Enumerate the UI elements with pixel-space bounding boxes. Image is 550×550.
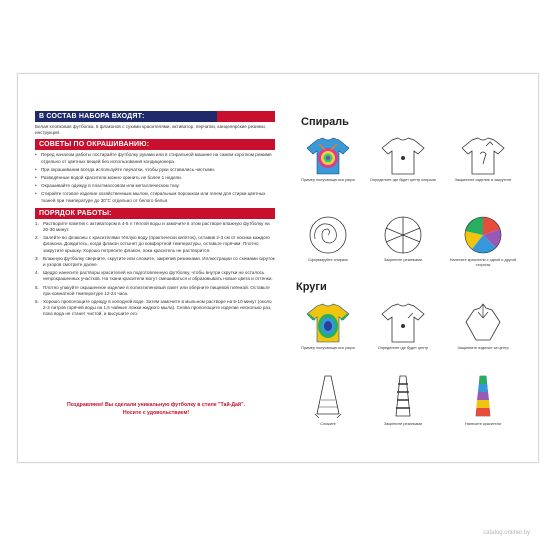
spiral-caption: Закрепите резинками (383, 258, 422, 262)
procedure-header (35, 208, 275, 219)
spiral-step-1 (293, 136, 363, 183)
step-number: 3. (35, 255, 39, 261)
congrats-text: Поздравляем! Вы сделали уникальную футболку в стиле "Тай-Дай". Носите с удовольствием! (66, 402, 246, 416)
spiral-caption: Защипните изделие и закрутите (454, 178, 512, 182)
shirt-lift-icon (460, 302, 506, 344)
spiral-step-4 (293, 214, 363, 263)
spiral-caption: Нанесите красители с одной и другой стороны (449, 258, 517, 267)
tip-item: • При окрашивании всегда используйте перчатки, чтобы руки оставались чистыми. (35, 167, 275, 173)
spiral-caption: Определите где будет центр спирали (370, 178, 436, 182)
procedure-step (35, 270, 275, 282)
step-text: Растворите пакетик с активатором в 4-5 л тёплой воды и замочите в этом растворе влажную футболку на 20-30 минут. (43, 220, 270, 233)
shirt-center-icon (380, 136, 426, 176)
circles-caption: Нанесите красители (465, 422, 501, 426)
procedure-step (35, 221, 275, 233)
tip-item: • Окрашивайте одежду в пластмассовом или металлическом тазу. (35, 183, 275, 189)
composition-text: Белая хлопковая футболка, 5 флаконов с сухими красителями, активатор, перчатки, канцелярские резинки, инструкция. (35, 124, 267, 136)
circles-title: Круги (296, 281, 327, 293)
circles-caption: Определите где будет центр (377, 346, 429, 350)
tie-dye-shirt-circles-icon (305, 302, 351, 344)
spiral-caption: Сформируйте спираль (307, 258, 349, 262)
tie-dye-shirt-spiral-icon (305, 136, 351, 176)
circles-caption: Закрепите резинками (383, 422, 422, 426)
tip-item: • Стирайте готовое изделие хозяйственным мылом, стиральным порошком или гелем для стирки цветных тканей при температуре до 30°С отдельно от белого белья. (35, 191, 275, 203)
spiral-step-6 (448, 214, 518, 267)
circles-step-2 (368, 302, 438, 351)
tips-header (35, 139, 275, 150)
step-text: Влажную футболку сверните, скрутите или сложите, закрепив резинками. Иллюстрации со схемами скруток и узоров смотрите далее. (43, 255, 275, 268)
circles-caption: Защипните изделие за центр (457, 346, 509, 350)
circles-step-3 (448, 302, 518, 351)
shirt-pinch-icon (460, 136, 506, 176)
spiral-step-5 (368, 214, 438, 263)
instructions-column (35, 111, 275, 320)
circles-caption: Сложите (320, 422, 336, 426)
step-number: 5. (35, 284, 39, 290)
spiral-caption: Пример получающегося узора (301, 178, 355, 182)
procedure-step (35, 285, 275, 297)
procedure-step (35, 235, 275, 254)
step-number: 1. (35, 220, 39, 226)
circles-caption: Пример получающегося узора (301, 346, 355, 350)
banded-shirt-icon (380, 374, 426, 420)
circles-step-5 (368, 374, 438, 427)
circles-step-4 (293, 374, 363, 427)
step-text: Хорошо прополощите одежду в холодной воде. Затем замочите в мыльном растворе на 5-10 минут (около 2-3 литров горячей воды на 1,5 чайные ложки жидкого мыла). Снова прополощите изделие несколько раз, пока вода не станет чистой, и высушите его. (43, 299, 272, 317)
tip-item: • Перед началом работы постирайте футболку руками или в стиральной машине на самом коротком режиме отдельно от цветных вещей без использования кондиционера. (35, 152, 275, 164)
spiral-form-icon (305, 214, 351, 256)
tips-title: СОВЕТЫ ПО ОКРАШИВАНИЮ: (39, 141, 150, 149)
step-text: Залейте во флаконы с красителями тёплую воду (практически кипяток), оставив 2-3 см от носика каждого флакона. Дождитесь, когда флакон остынет до комфортной температуры, оставьте горячим. Плотно закрутите крышку. Хорошо потрясите флакон, пока краситель не растворится. (43, 235, 270, 253)
procedure-step (35, 256, 275, 268)
step-number: 4. (35, 270, 39, 276)
spiral-step-3 (448, 136, 518, 183)
tip-item: • Разведённые водой красители можно хранить не более 1 недели. (35, 175, 275, 181)
shirt-center-icon (380, 302, 426, 344)
watermark: catalog.onliner.by (483, 530, 530, 536)
step-number: 2. (35, 235, 39, 241)
procedure-title: ПОРЯДОК РАБОТЫ: (39, 209, 112, 217)
circles-step-1 (293, 302, 363, 351)
dyed-bundle-icon (460, 374, 506, 420)
circles-step-6 (448, 374, 518, 427)
spiral-step-2 (368, 136, 438, 183)
step-number: 6. (35, 299, 39, 305)
composition-title: В СОСТАВ НАБОРА ВХОДЯТ: (39, 113, 145, 120)
spiral-title: Спираль (301, 116, 349, 128)
composition-header (35, 111, 275, 122)
instruction-sheet (17, 73, 539, 463)
rubber-bands-icon (380, 214, 426, 256)
step-text: Щедро нанесите растворы красителей на подготовленную футболку, чтобы внутри скрутки не осталось непрокрашенных участков. На ткани красители могут смешиваться и образовывать новые цвета и оттенки. (43, 270, 273, 282)
dye-spiral-icon (460, 214, 506, 256)
step-text: Плотно упакуйте окрашенное изделие в полиэтиленовый пакет или оберните пищевой плёнкой. Оставьте при комнатной температуре 12-24 часа. (43, 284, 270, 296)
procedure-step (35, 299, 275, 318)
folded-shirt-icon (305, 374, 351, 420)
